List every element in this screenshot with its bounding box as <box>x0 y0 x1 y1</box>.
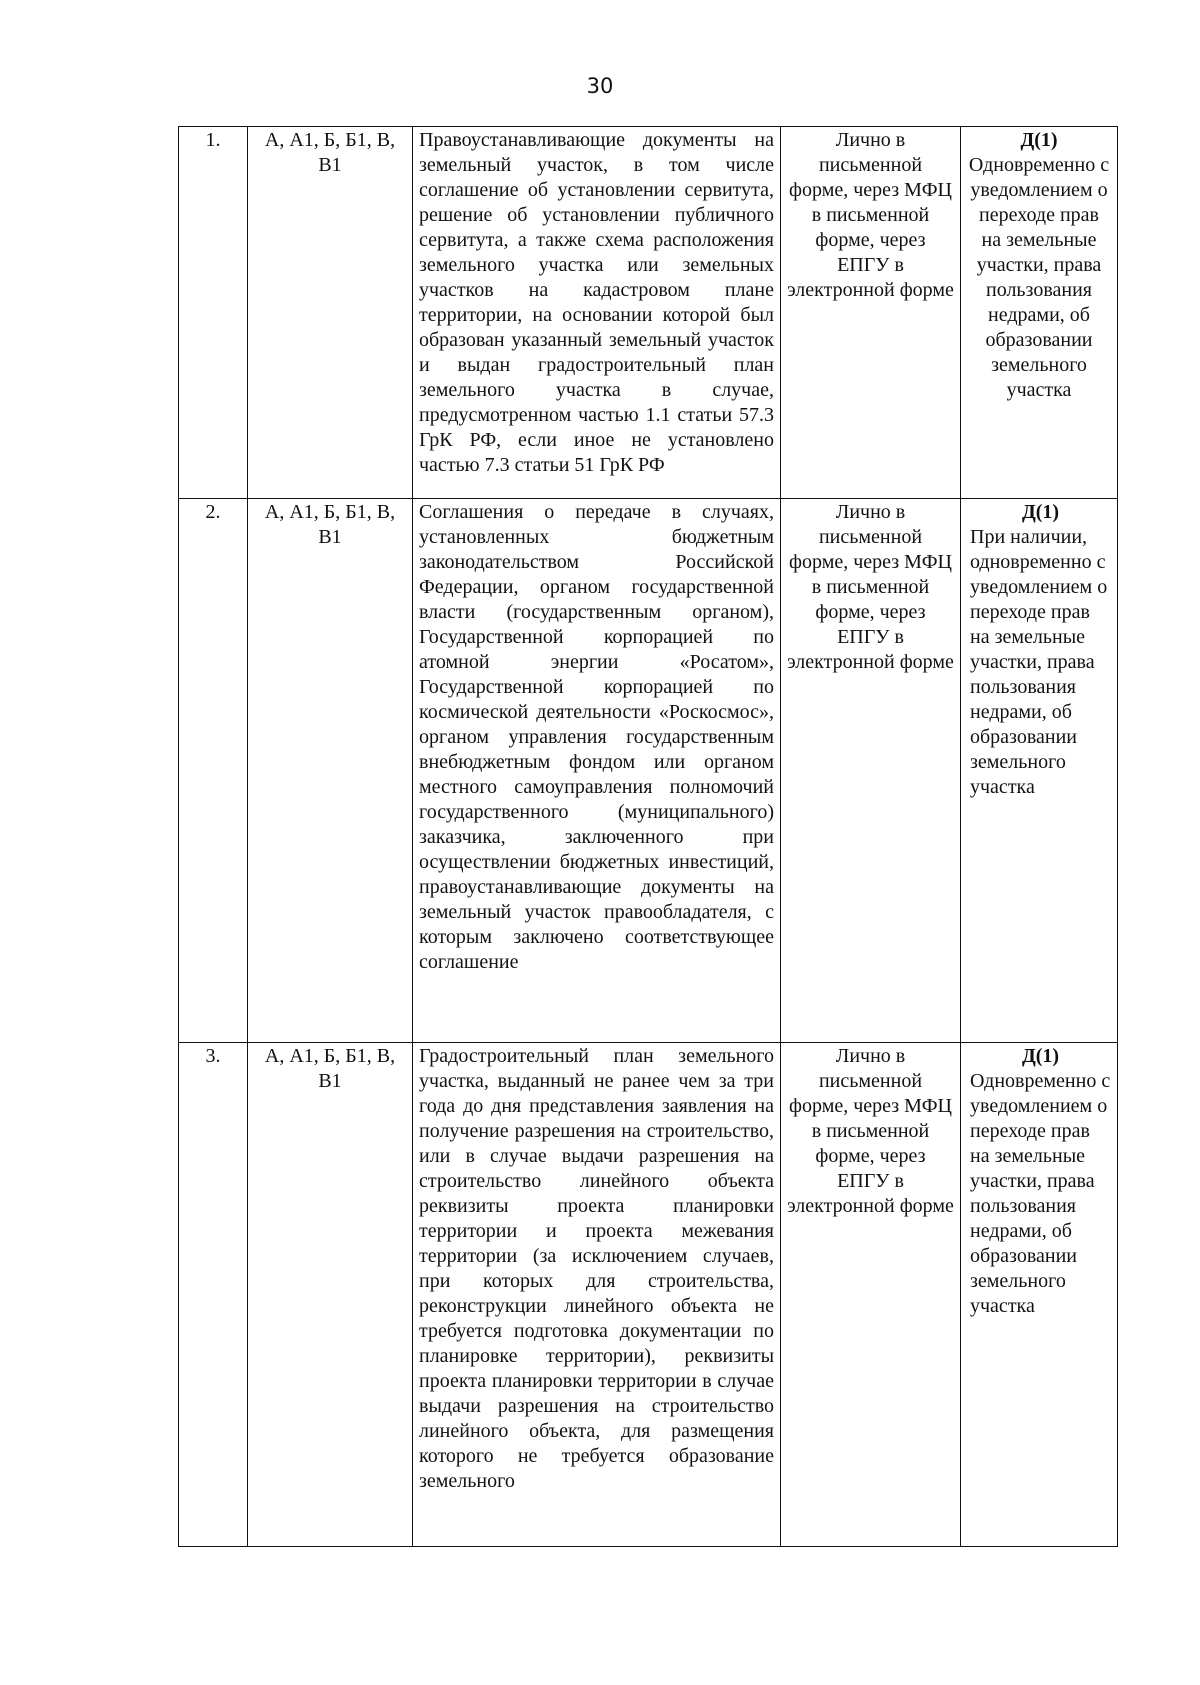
row-submission-method: Лично в письменной форме, через МФЦ в письменной форме, через ЕПГУ в электронной форме <box>781 127 961 499</box>
row-documents <box>413 499 781 1043</box>
row-number: 2. <box>179 499 248 1043</box>
row-note-text: Одновременно с уведомлением о переходе прав на земельные участки, права пользования недрами, об образовании земельного участка <box>968 154 1110 401</box>
row-categories: А, А1, Б, Б1, В, В1 <box>248 499 413 1043</box>
row-submission-method: Лично в письменной форме, через МФЦ в письменной форме, через ЕПГУ в электронной форме <box>781 499 961 1043</box>
row-note <box>961 499 1118 1043</box>
row-number: 3. <box>179 1043 248 1547</box>
page-number: 30 <box>586 74 614 98</box>
row-number: 1. <box>179 127 248 499</box>
row-documents <box>413 127 781 499</box>
table-row <box>179 499 1118 1043</box>
row-submission-method: Лично в письменной форме, через МФЦ в письменной форме, через ЕПГУ в электронной форме <box>781 1043 961 1547</box>
row-note-code: Д(1) <box>1021 501 1060 523</box>
row-documents <box>413 1043 781 1547</box>
row-note-text: Одновременно с уведомлением о переходе прав на земельные участки, права пользования недрами, об образовании земельного участка <box>970 1070 1111 1317</box>
row-note <box>961 127 1118 499</box>
table-row <box>179 1043 1118 1547</box>
row-documents-text: Градостроительный план земельного участка, выданный не ранее чем за три года до дня представления заявления на получение разрешения на строительство, или в случае выдачи разрешения на строительство линейного объекта реквизиты проекта планировки территории и проекта межевания территории (за исключением случаев, при которых для строительства, реконструкции линейного объекта не требуется подготовка документации по планировке территории), реквизиты проекта планировки территории в случае выдачи разрешения на строительство линейного объекта, для размещения которого не требуется образование земельного <box>419 1045 774 1492</box>
row-documents-text: Соглашения о передаче в случаях, установленных бюджетным законодательством Российской Федерации, органом государственной власти (государственным органом), Государственной корпорацией по атомной энергии «Росатом», Государственной корпорацией по космической деятельности «Роскосмос», органом управления государственным внебюджетным фондом или органом местного самоуправления полномочий государственного (муниципального) заказчика, заключенного при осуществлении бюджетных инвестиций, правоустанавливающие документы на земельный участок правообладателя, с которым заключено соответствующее соглашение <box>419 501 774 973</box>
table-row <box>179 127 1118 499</box>
row-categories: А, А1, Б, Б1, В, В1 <box>248 1043 413 1547</box>
documents-table <box>178 126 1118 1547</box>
row-note-text: При наличии, одновременно с уведомлением о переходе прав на земельные участки, права пользования недрами, об образовании земельного участка <box>970 526 1108 798</box>
row-categories: А, А1, Б, Б1, В, В1 <box>248 127 413 499</box>
row-note <box>961 1043 1118 1547</box>
row-documents-text: Правоустанавливающие документы на земельный участок, в том числе соглашение об установлении сервитута, решение об установлении публичного сервитута, а также схема расположения земельного участка или земельных участков на кадастровом плане территории, на основании которой был образован указанный земельный участок и выдан градостроительный план земельного участка в случае, предусмотренном частью 1.1 статьи 57.3 ГрК РФ, если иное не установлено частью 7.3 статьи 51 ГрК РФ <box>419 129 774 476</box>
row-note-code: Д(1) <box>1021 1045 1060 1067</box>
row-note-code: Д(1) <box>1020 129 1058 151</box>
